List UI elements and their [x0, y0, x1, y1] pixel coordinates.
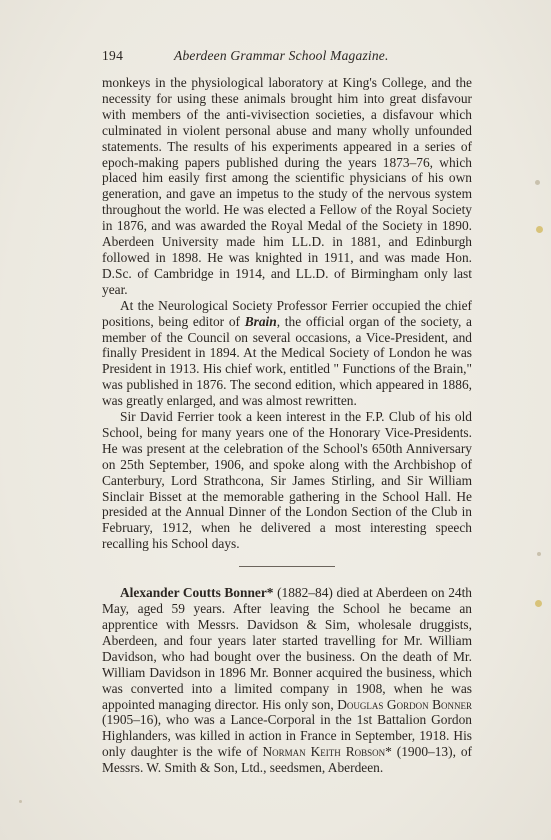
section-divider — [239, 566, 335, 567]
running-title: Aberdeen Grammar School Magazine. — [174, 48, 389, 63]
obituary-text-2: (1905–16), who was a Lance-Corporal in the 1st Battalion Gordon Highlanders, was killed in action in France in September, 1918. His only daughter is the wife of — [102, 712, 472, 760]
obituary-bonner — [102, 585, 472, 776]
obituary-text-1: (1882–84) died at Aberdeen on 24th May, aged 59 years. After leaving the School he became an apprentice with Messrs. Davidson & Sim, wholesale druggists, Aberdeen, and four years later started travelling for Mr. William Davidson, who had bought over the business. On the death of Mr. William Davidson in 1896 Mr. Bonner acquired the business, which was converted into a limited company in 1908, when he was appointed managing director. His only son, — [102, 585, 472, 712]
obituary-son-name: Douglas Gordon Bonner — [337, 696, 473, 712]
page-header — [102, 48, 472, 68]
paper-speck — [19, 800, 22, 803]
paper-speck — [535, 600, 542, 607]
paper-speck — [535, 180, 540, 185]
page-number: 194 — [102, 48, 124, 63]
obituary-text-3: (1900–13), of Messrs. W. Smith & Son, Ltd., seedsmen, Aberdeen. — [102, 744, 472, 776]
paragraph-ferrier-career: monkeys in the physiological laboratory at King's College, and the necessity for using these animals brought him into great disfavour with members of the anti-vivisection societies, a disfavour which culminated in violent personal abuse and many wholly unfounded statements. The results of his experiments appeared in a series of epoch-making papers published during the years 1873–76, which placed him easily first among the scientific physicians of his own generation, and gave an impetus to the study of the nervous system throughout the world. He was elected a Fellow of the Royal Society in 1876, and was awarded the Royal Medal of the Society in 1890. Aberdeen University made him LL.D. in 1881, and Edinburgh followed in 1898. He was knighted in 1911, and was made Hon. D.Sc. of Cambridge in 1914, and LL.D. of Birmingham only last year. — [102, 75, 472, 297]
article-body — [102, 75, 472, 776]
paragraph-neurological-society — [102, 298, 472, 409]
paper-speck — [536, 226, 543, 233]
paragraph-fp-club: Sir David Ferrier took a keen interest in the F.P. Club of his old School, being for many years one of the Honorary Vice-Presidents. He was present at the celebration of the School's 650th Anniversary on 25th September, 1906, and spoke along with the Archbishop of Canterbury, Lord Strathcona, Sir James Stirling, and Sir William Sinclair Bisset at the memorable gathering in the School Hall. He presided at the Annual Dinner of the London Section of the Club in February, 1912, when he delivered a most interesting speech recalling his School days. — [102, 409, 472, 552]
obituary-son-in-law-name: Norman Keith Robson* — [262, 744, 392, 760]
journal-title: Brain — [244, 313, 277, 329]
obituary-subject-name: Alexander Coutts Bonner* — [120, 585, 274, 601]
paper-speck — [537, 552, 541, 556]
paragraph-text-before: At the Neurological Society Professor Ferrier occupied the chief positions, being editor of — [102, 297, 472, 329]
paragraph-text-after: , the official organ of the society, a member of the Council on several occasions, a Vice-President, and finally President in 1894. At the Medical Society of London he was President in 1913. His chief work, entitled " Functions of the Brain," was published in 1876. The second edition, which appeared in 1886, was greatly enlarged, and was almost rewritten. — [102, 313, 472, 409]
